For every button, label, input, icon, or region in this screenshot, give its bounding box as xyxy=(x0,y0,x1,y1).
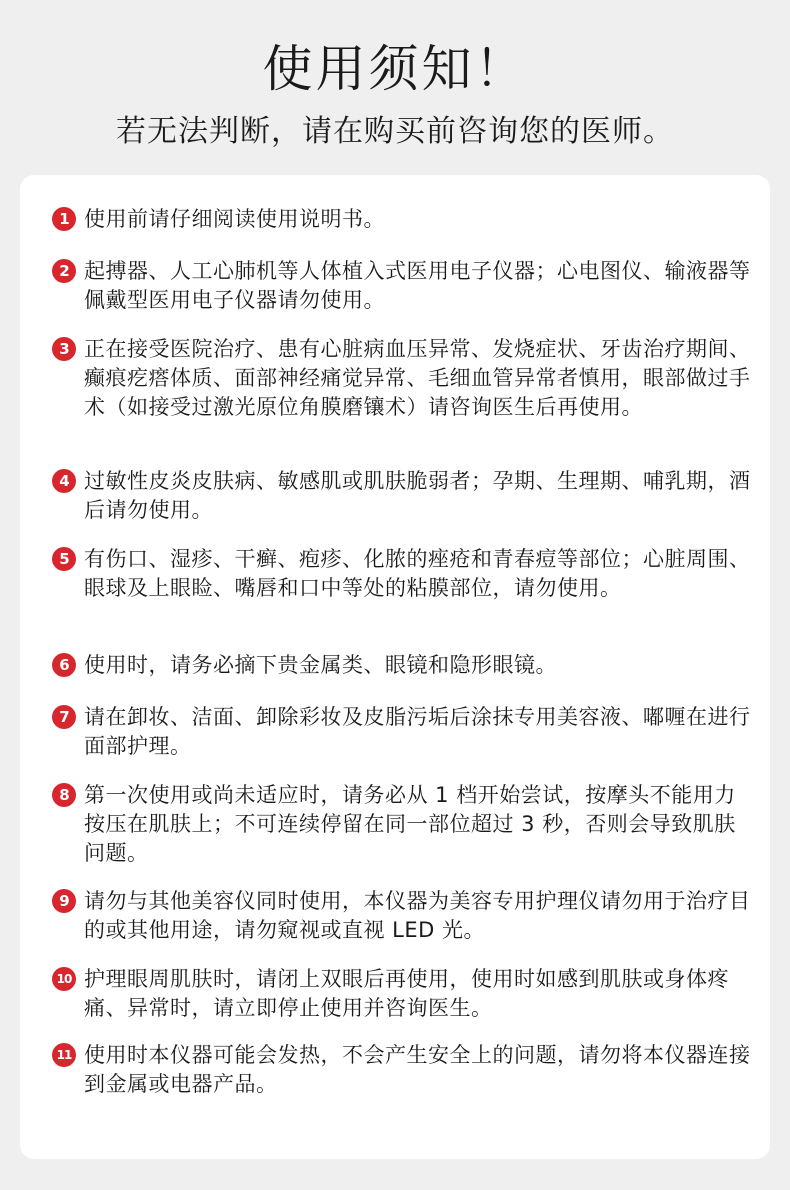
note-number-badge: 10 xyxy=(52,967,76,991)
note-text: 使用前请仔细阅读使用说明书。 xyxy=(84,207,385,231)
note-item xyxy=(52,965,756,1023)
note-text: 正在接受医院治疗、患有心脏病血压异常、发烧症状、牙齿治疗期间、癫痕疙瘩体质、面部神经痛觉异常、毛细血管异常者慎用，眼部做过手术（如接受过激光原位角膜磨镶术）请咨询医生后再使用。 xyxy=(84,337,751,419)
note-number-badge: 2 xyxy=(52,259,76,283)
page-subtitle: 若无法判断，请在购买前咨询您的医师。 xyxy=(116,114,674,149)
note-number-badge: 7 xyxy=(52,705,76,729)
note-item xyxy=(52,205,756,234)
note-item xyxy=(52,781,756,868)
note-text: 第一次使用或尚未适应时，请务必从 1 档开始尝试，按摩头不能用力按压在肌肤上；不可连续停留在同一部位超过 3 秒，否则会导致肌肤问题。 xyxy=(84,783,736,865)
note-number-badge: 4 xyxy=(52,469,76,493)
note-item xyxy=(52,651,756,680)
note-text: 有伤口、湿疹、干癣、疱疹、化脓的痤疮和青春痘等部位；心脏周围、眼球及上眼睑、嘴唇和口中等处的粘膜部位，请勿使用。 xyxy=(84,547,751,600)
note-number-badge: 9 xyxy=(52,889,76,913)
note-item xyxy=(52,545,756,603)
page-title: 使用须知！ xyxy=(262,40,528,98)
note-number-badge: 8 xyxy=(52,783,76,807)
note-item xyxy=(52,703,756,761)
note-item xyxy=(52,257,756,315)
note-item xyxy=(52,887,756,945)
notes-card xyxy=(20,175,770,1159)
note-text: 请勿与其他美容仪同时使用，本仪器为美容专用护理仪请勿用于治疗目的或其他用途，请勿窥视或直视 LED 光。 xyxy=(84,889,751,942)
note-text: 请在卸妆、洁面、卸除彩妆及皮脂污垢后涂抹专用美容液、嘟喱在进行面部护理。 xyxy=(84,705,751,758)
note-text: 使用时，请务必摘下贵金属类、眼镜和隐形眼镜。 xyxy=(84,653,557,677)
note-text: 护理眼周肌肤时，请闭上双眼后再使用，使用时如感到肌肤或身体疼痛、异常时，请立即停止使用并咨询医生。 xyxy=(84,967,729,1020)
note-text: 过敏性皮炎皮肤病、敏感肌或肌肤脆弱者；孕期、生理期、哺乳期，酒后请勿使用。 xyxy=(84,469,751,522)
note-item xyxy=(52,1041,756,1099)
note-item xyxy=(52,467,756,525)
note-number-badge: 1 xyxy=(52,207,76,231)
note-text: 起搏器、人工心肺机等人体植入式医用电子仪器；心电图仪、输液器等佩戴型医用电子仪器请勿使用。 xyxy=(84,259,751,312)
note-number-badge: 3 xyxy=(52,337,76,361)
note-number-badge: 6 xyxy=(52,653,76,677)
note-item xyxy=(52,335,756,422)
note-number-badge: 11 xyxy=(52,1043,76,1067)
note-text: 使用时本仪器可能会发热，不会产生安全上的问题，请勿将本仪器连接到金属或电器产品。 xyxy=(84,1043,751,1096)
note-number-badge: 5 xyxy=(52,547,76,571)
